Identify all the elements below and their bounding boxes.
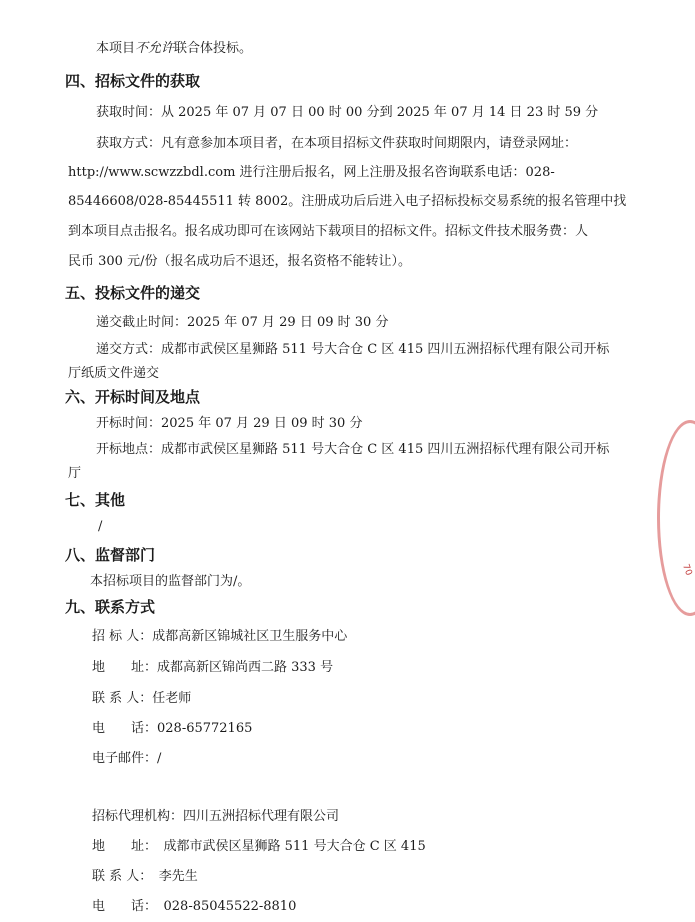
joint-bid-line (96, 40, 252, 58)
supervise-content: 本招标项目的监督部门为/。 (90, 574, 251, 589)
contact-address: 地 址：成都高新区锦尚西二路 333 号 (92, 660, 334, 675)
get-method-1: 获取方式：凡有意参加本项目者，在本项目招标文件获取时间期限内，请登录网址： (96, 136, 578, 151)
joint-bid-text-a: 本项目 (96, 41, 136, 56)
section-6-heading: 六、开标时间及地点 (65, 388, 201, 406)
section-5-heading: 五、投标文件的递交 (65, 284, 201, 302)
section-8-heading: 八、监督部门 (65, 546, 156, 564)
open-place-1: 开标地点：成都市武侯区星狮路 511 号大合仓 C 区 415 四川五洲招标代理有限公司开标 (96, 442, 610, 457)
agency-contact: 联 系 人： 李先生 (92, 869, 198, 884)
agency-phone: 电 话： 028-85045522-8810 (92, 899, 297, 914)
red-seal-stamp (657, 420, 695, 616)
submit-method-1: 递交方式：成都市武侯区星狮路 511 号大合仓 C 区 415 四川五洲招标代理有限公司开标 (96, 342, 610, 357)
open-time: 开标时间：2025 年 07 月 29 日 09 时 30 分 (96, 416, 363, 431)
agency-name: 招标代理机构：四川五洲招标代理有限公司 (92, 809, 340, 824)
open-place-2: 厅 (68, 466, 82, 481)
contact-email: 电子邮件：/ (92, 751, 162, 766)
joint-bid-emphasis: 不允许 (135, 41, 175, 56)
section-4-heading: 四、招标文件的获取 (65, 72, 201, 90)
stamp-number-text: 70 (680, 562, 694, 578)
joint-bid-text-c: 联合体投标。 (174, 41, 253, 56)
section-7-heading: 七、其他 (65, 491, 126, 509)
get-method-4: 到本项目点击报名。报名成功即可在该网站下载项目的招标文件。招标文件技术服务费：人 (68, 224, 589, 239)
get-method-3: 85446608/028-85445511 转 8002。注册成功后后进入电子招标投标交易系统的报名管理中找 (68, 194, 627, 209)
submit-method-2: 厅纸质文件递交 (68, 366, 160, 381)
get-time: 获取时间：从 2025 年 07 月 07 日 00 时 00 分到 2025 年 07 月 14 日 23 时 59 分 (96, 105, 599, 120)
other-content: / (98, 519, 103, 534)
get-method-2: http://www.scwzzbdl.com 进行注册后报名，网上注册及报名咨询联系电话：028- (68, 165, 555, 180)
contact-tenderer: 招 标 人：成都高新区锦城社区卫生服务中心 (92, 629, 348, 644)
contact-person: 联 系 人：任老师 (92, 691, 192, 706)
get-method-5: 民币 300 元/份（报名成功后不退还，报名资格不能转让）。 (68, 254, 411, 269)
section-9-heading: 九、联系方式 (65, 598, 156, 616)
agency-address: 地 址： 成都市武侯区星狮路 511 号大合仓 C 区 415 (92, 839, 426, 854)
submit-deadline: 递交截止时间：2025 年 07 月 29 日 09 时 30 分 (96, 315, 389, 330)
contact-phone: 电 话：028-65772165 (92, 721, 253, 736)
